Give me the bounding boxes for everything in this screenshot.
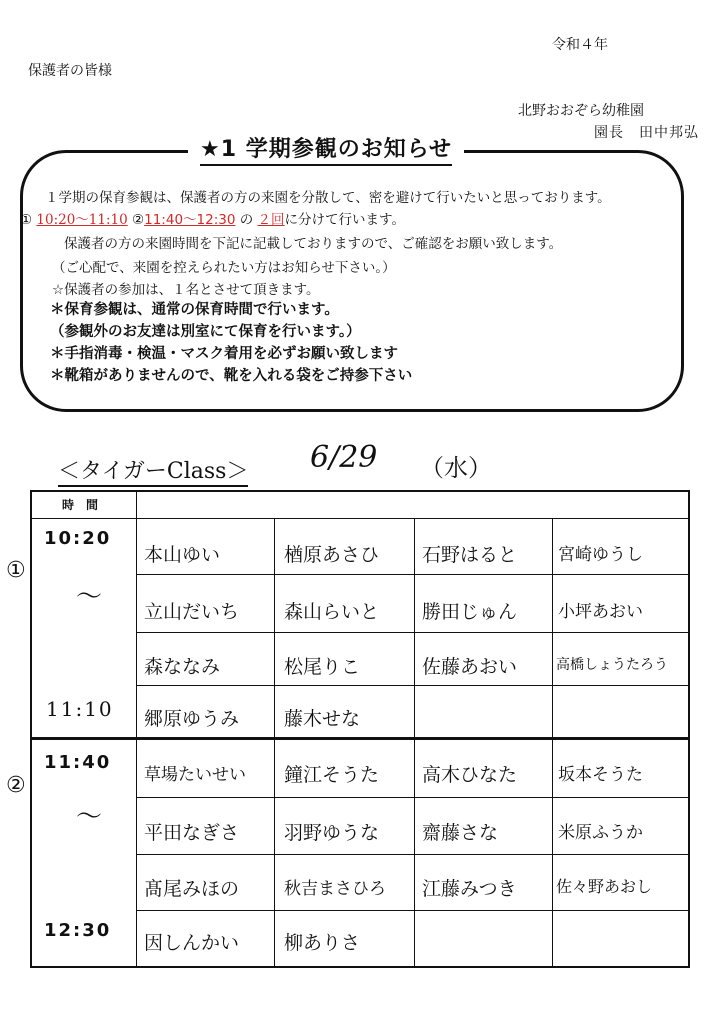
name-cell: 高木ひなた [422,764,518,786]
name-cell: 佐々野あおし [556,877,653,896]
session-count: ２回 [257,212,285,228]
name-cell: 郷原ゆうみ [144,708,240,730]
name-cell: 坂本そうた [558,765,643,785]
row-divider [136,685,688,686]
name-cell: 本山ゆい [144,544,221,566]
column-divider [552,518,553,966]
group-2-sep: 〜 [76,802,103,832]
time-column-divider [136,492,137,966]
name-cell: 立山だいち [144,601,240,623]
name-cell: 鐘江そうた [284,764,380,786]
group-2-end: 12:30 [44,920,112,941]
notice-line-6: ＊保育参観は、通常の保育時間で行います。 [50,302,339,318]
time-header: 時 間 [62,498,99,512]
row-divider [136,574,688,575]
name-cell: 松尾りこ [284,656,361,678]
class-label: ＜タイガーClass＞ [58,454,248,487]
time-range-2: 11:40～12:30 [144,212,236,228]
notice-line-9: ＊靴箱がありませんので、靴を入れる袋をご持参下さい [50,368,413,384]
name-cell: 秋吉まさひろ [284,879,386,899]
notice-line-2 [20,208,405,228]
notice-line-3: 保護者の方の来園時間を下記に記載しておりますので、ご確認をお願い致します。 [64,236,563,252]
notice-line-1: １学期の保育参観は、保護者の方の来園を分散して、密を避けて行いたいと思っております。 [45,190,611,206]
name-cell: 森ななみ [144,656,221,678]
name-cell: 勝田じゅん [422,601,518,623]
row-divider [136,797,688,798]
group-2-marker: ② [6,773,26,798]
principal-name: 園長 田中邦弘 [594,125,699,141]
marker-1: ① [20,212,33,228]
group-2-start: 11:40 [44,752,112,773]
group-1-end: 11:10 [46,697,114,721]
row-divider [136,632,688,633]
name-cell: 齋藤さな [422,822,499,844]
name-cell: 森山らいと [284,601,380,623]
line2-suffix: の [239,212,254,228]
name-cell: 佐藤あおい [422,656,518,678]
group-1-start: 10:20 [44,528,112,549]
name-cell: 高橋しょうたろう [556,657,668,673]
visit-date: 6/29 [310,440,378,475]
name-cell: 米原ふうか [558,823,643,843]
name-cell: 草場たいせい [144,765,246,785]
greeting: 保護者の皆様 [28,63,112,79]
header-row-divider [32,518,688,519]
group-divider [32,737,688,740]
name-cell: 平田なぎさ [144,822,240,844]
visit-weekday: （水） [420,454,492,482]
marker-2: ② [132,212,145,228]
notice-line-8: ＊手指消毒・検温・マスク着用を必ずお願い致します [50,346,398,362]
name-cell: 羽野ゆうな [284,822,380,844]
notice-title-text: ★1 学期参観のお知らせ [200,137,452,166]
name-cell: 柳ありさ [284,932,361,954]
name-cell: 石野はると [422,544,518,566]
era-label: 令和４年 [552,37,608,53]
row-divider [136,910,688,911]
school-name: 北野おおぞら幼稚園 [518,103,644,119]
notice-title [188,130,464,165]
time-range-1: 10:20～11:10 [36,212,128,228]
notice-line-7: （参観外のお友達は別室にて保育を行います。） [50,324,361,340]
name-cell: 楢原あさひ [284,544,380,566]
name-cell: 藤木せな [284,708,361,730]
row-divider [136,854,688,855]
group-1-marker: ① [6,558,26,583]
schedule-table [30,490,690,968]
name-cell: 小坪あおい [558,602,643,622]
group-1-sep: 〜 [76,582,103,612]
name-cell: 宮崎ゆうし [558,545,643,565]
notice-line-5: ☆保護者の参加は、１名とさせて頂きます。 [52,282,320,298]
notice-line-4: （ご心配で、来園を控えられたい方はお知らせ下さい。） [52,260,396,276]
name-cell: 因しんかい [144,932,240,954]
line2-end: に分けて行います。 [284,212,405,228]
column-divider [414,518,415,966]
name-cell: 髙尾みほの [144,878,240,900]
column-divider [274,518,275,966]
name-cell: 江藤みつき [422,878,517,900]
